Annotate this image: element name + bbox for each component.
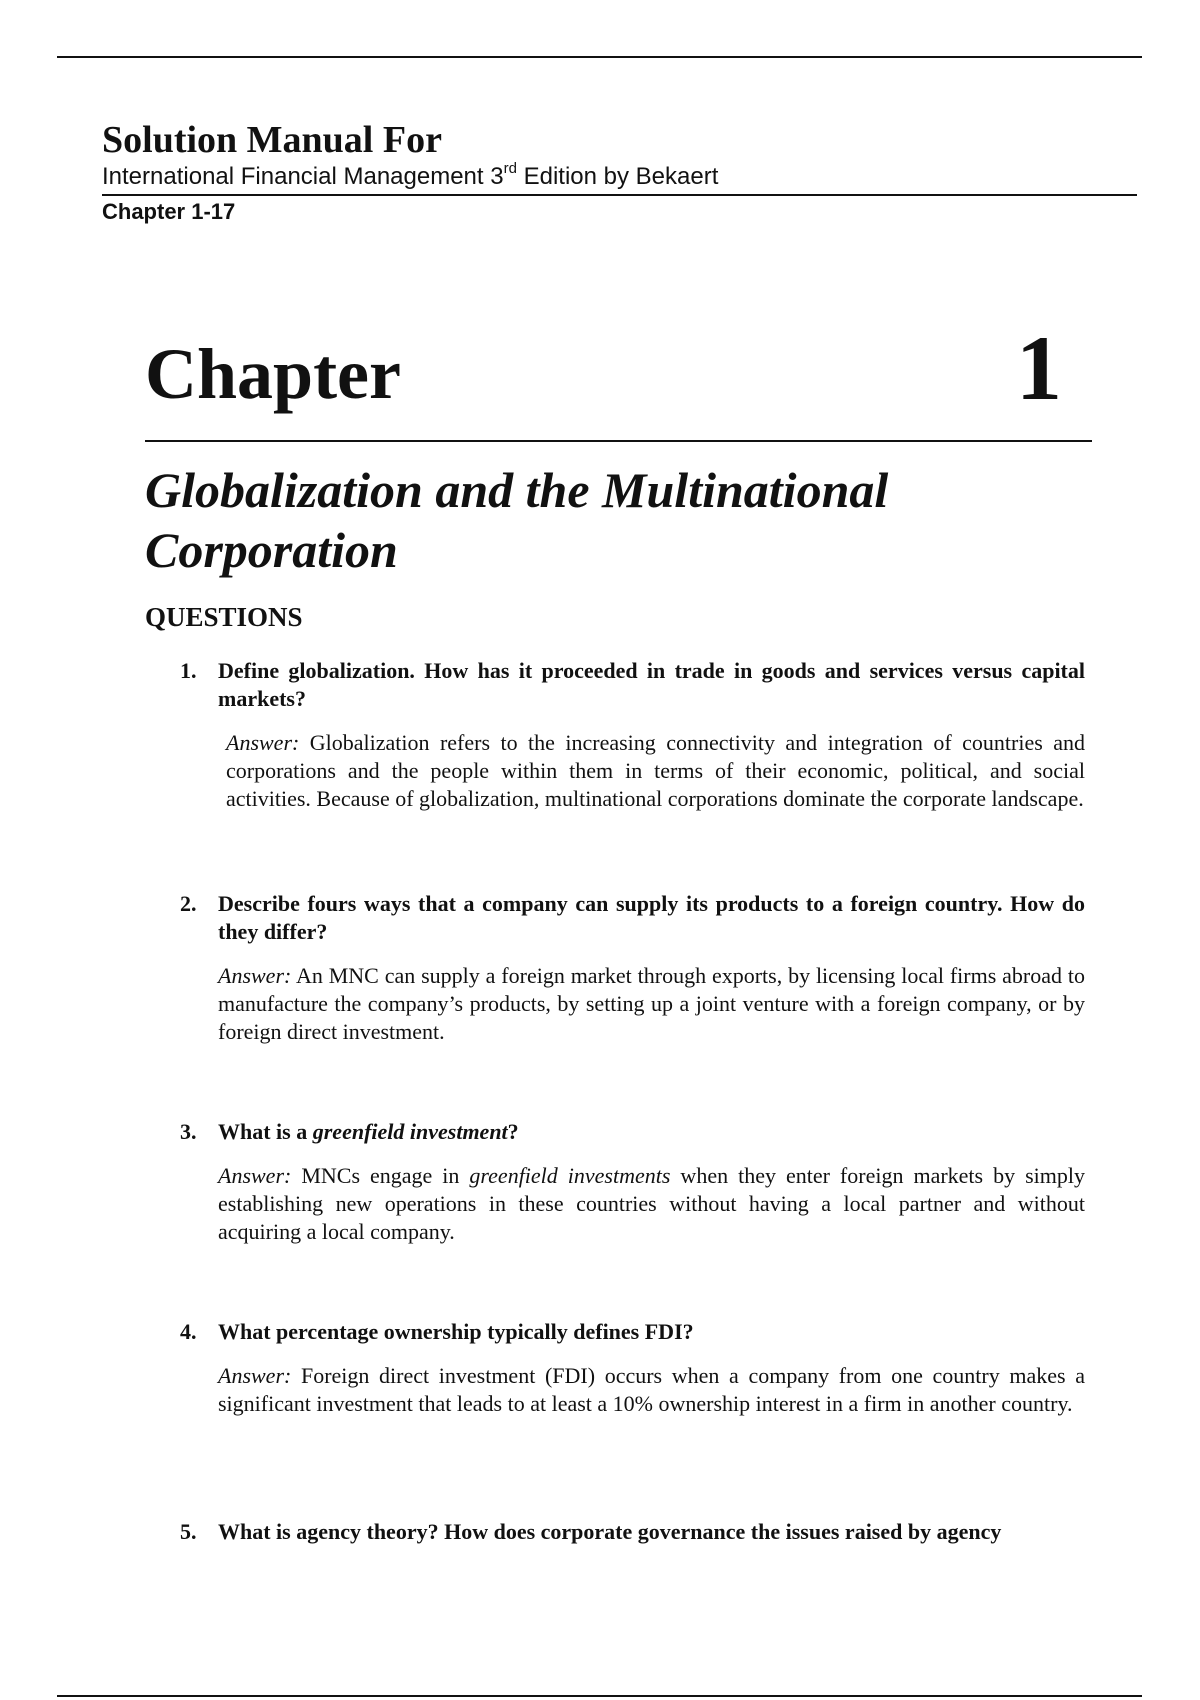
question-body: Define globalization. How has it proceeded in trade in goods and services versus capital markets?	[218, 658, 1085, 711]
chapter-heading	[145, 317, 1092, 442]
question-item	[180, 1518, 1085, 1546]
question-body: What percentage ownership typically defines FDI?	[218, 1319, 694, 1344]
answer-label: Answer:	[218, 1163, 292, 1188]
bottom-rule	[57, 1695, 1142, 1697]
question-number: 3.	[180, 1119, 197, 1144]
header-subtitle	[102, 162, 1137, 196]
chapter-number: 1	[1016, 317, 1062, 419]
question-body: Describe fours ways that a company can supply its products to a foreign country. How do they differ?	[218, 891, 1085, 944]
chapter-title-line-2: Corporation	[145, 522, 398, 578]
answer-label: Answer:	[226, 730, 300, 755]
question-body: What is agency theory? How does corporate governance the issues raised by agency	[218, 1519, 1002, 1544]
subtitle-main: International Financial Management 3	[102, 163, 504, 190]
top-rule	[57, 56, 1142, 58]
document-header	[102, 118, 1137, 228]
question-item	[180, 657, 1085, 813]
question-text	[180, 657, 1085, 713]
question-item	[180, 1118, 1085, 1246]
question-text	[180, 1318, 1085, 1346]
question-body-start: What is a	[218, 1119, 313, 1144]
answer-body: Globalization refers to the increasing connectivity and integration of countries and corporations and the people within them in terms of their economic, political, and social activities. Because of globalization, multinational corporations dominate the corporate landscape.	[226, 730, 1085, 811]
question-text	[180, 1118, 1085, 1146]
answer-text	[226, 729, 1085, 813]
question-text	[180, 1518, 1085, 1546]
subtitle-superscript: rd	[503, 160, 517, 177]
answer-body-start: MNCs engage in	[291, 1163, 470, 1188]
question-number: 2.	[180, 891, 197, 916]
header-title: Solution Manual For	[102, 119, 442, 161]
question-body-end: ?	[507, 1119, 519, 1144]
answer-body-end: when they enter foreign markets by simply establishing new operations in these countries without having a local partner and without acquiring a local company.	[218, 1163, 1085, 1244]
answer-label: Answer:	[218, 1363, 292, 1388]
question-number: 1.	[180, 658, 197, 683]
question-item	[180, 890, 1085, 1046]
answer-body: An MNC can supply a foreign market through exports, by licensing local firms abroad to manufacture the company’s products, by setting up a joint venture with a foreign company, or by foreign direct investment.	[218, 963, 1085, 1044]
header-chapter-range: Chapter 1-17	[102, 199, 236, 224]
answer-emphasis: greenfield investments	[469, 1163, 671, 1188]
section-heading: QUESTIONS	[145, 602, 303, 632]
chapter-word: Chapter	[145, 334, 401, 414]
answer-label: Answer:	[218, 963, 292, 988]
answer-text	[218, 962, 1085, 1046]
subtitle-tail: Edition by Bekaert	[516, 163, 719, 190]
chapter-title-line-1: Globalization and the Multinational	[145, 462, 889, 518]
question-number: 4.	[180, 1319, 197, 1344]
question-number: 5.	[180, 1519, 197, 1544]
question-emphasis: greenfield investment	[312, 1119, 508, 1144]
answer-body: Foreign direct investment (FDI) occurs when a company from one country makes a significant investment that leads to at least a 10% ownership interest in a firm in another country.	[218, 1363, 1085, 1416]
answer-text	[218, 1362, 1085, 1418]
question-text	[180, 890, 1085, 946]
chapter-title	[145, 460, 1045, 580]
answer-text	[218, 1162, 1085, 1246]
question-item	[180, 1318, 1085, 1418]
